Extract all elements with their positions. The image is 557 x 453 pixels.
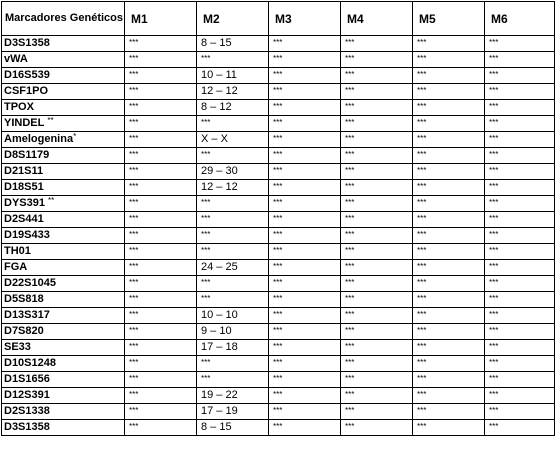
value-cell-m4: *** [341,292,413,308]
value-cell-m4: *** [341,84,413,100]
value-cell-m2: 10 – 10 [197,308,269,324]
marker-name: TPOX [4,101,34,113]
value-cell-m3: *** [269,100,341,116]
table-row [2,228,555,244]
marker-cell [2,116,125,132]
marker-name: vWA [4,53,28,65]
value-cell-m1: *** [125,420,197,436]
value-cell-m4: *** [341,244,413,260]
value-cell-m5: *** [413,260,485,276]
value-cell-m3: *** [269,212,341,228]
value-cell-m6: *** [485,196,555,212]
value-cell-m3: *** [269,52,341,68]
table-row [2,420,555,436]
value-cell-m5: *** [413,116,485,132]
value-cell-m6: *** [485,356,555,372]
value-cell-m1: *** [125,356,197,372]
value-cell-m4: *** [341,276,413,292]
value-cell-m4: *** [341,420,413,436]
marker-name: D5S818 [4,293,44,305]
value-cell-m2: 17 – 19 [197,404,269,420]
value-cell-m1: *** [125,116,197,132]
value-cell-m6: *** [485,84,555,100]
value-cell-m6: *** [485,148,555,164]
marker-cell [2,132,125,148]
value-cell-m2: 17 – 18 [197,340,269,356]
table-row [2,340,555,356]
marker-cell [2,212,125,228]
value-cell-m2: 9 – 10 [197,324,269,340]
value-cell-m3: *** [269,244,341,260]
value-cell-m6: *** [485,388,555,404]
value-cell-m4: *** [341,356,413,372]
marker-name: D12S391 [4,389,50,401]
value-cell-m1: *** [125,36,197,52]
value-cell-m5: *** [413,164,485,180]
value-cell-m3: *** [269,68,341,84]
value-cell-m1: *** [125,372,197,388]
value-cell-m4: *** [341,164,413,180]
value-cell-m3: *** [269,340,341,356]
value-cell-m2: 8 – 15 [197,420,269,436]
value-cell-m4: *** [341,148,413,164]
table-row [2,180,555,196]
value-cell-m2: 12 – 12 [197,84,269,100]
header-column-m6: M6 [485,2,555,36]
table-row [2,148,555,164]
marker-name: D10S1248 [4,357,56,369]
value-cell-m6: *** [485,260,555,276]
value-cell-m5: *** [413,404,485,420]
value-cell-m6: *** [485,100,555,116]
value-cell-m3: *** [269,404,341,420]
value-cell-m1: *** [125,388,197,404]
value-cell-m6: *** [485,404,555,420]
value-cell-m1: *** [125,244,197,260]
value-cell-m6: *** [485,372,555,388]
marker-cell [2,228,125,244]
value-cell-m3: *** [269,164,341,180]
value-cell-m6: *** [485,132,555,148]
genetic-markers-table-container [1,1,554,436]
value-cell-m5: *** [413,68,485,84]
value-cell-m5: *** [413,212,485,228]
value-cell-m2: 24 – 25 [197,260,269,276]
marker-name: D3S1358 [4,37,50,49]
value-cell-m4: *** [341,212,413,228]
value-cell-m6: *** [485,68,555,84]
marker-cell [2,308,125,324]
marker-name: TH01 [4,245,31,257]
table-row [2,388,555,404]
table-row [2,68,555,84]
value-cell-m1: *** [125,228,197,244]
value-cell-m2: *** [197,148,269,164]
value-cell-m5: *** [413,36,485,52]
table-row [2,212,555,228]
value-cell-m5: *** [413,292,485,308]
value-cell-m6: *** [485,116,555,132]
value-cell-m3: *** [269,292,341,308]
value-cell-m2: X – X [197,132,269,148]
value-cell-m1: *** [125,196,197,212]
value-cell-m5: *** [413,100,485,116]
header-column-m5: M5 [413,2,485,36]
marker-cell [2,324,125,340]
value-cell-m1: *** [125,164,197,180]
table-row [2,100,555,116]
table-row [2,164,555,180]
value-cell-m4: *** [341,52,413,68]
table-row [2,132,555,148]
marker-name: Amelogenina [4,133,74,145]
value-cell-m5: *** [413,84,485,100]
value-cell-m4: *** [341,260,413,276]
value-cell-m6: *** [485,276,555,292]
marker-cell [2,292,125,308]
marker-name: D2S441 [4,213,44,225]
value-cell-m4: *** [341,116,413,132]
marker-cell [2,340,125,356]
value-cell-m5: *** [413,52,485,68]
value-cell-m3: *** [269,308,341,324]
value-cell-m1: *** [125,52,197,68]
marker-cell [2,420,125,436]
marker-cell [2,388,125,404]
value-cell-m1: *** [125,308,197,324]
value-cell-m4: *** [341,228,413,244]
table-row [2,116,555,132]
value-cell-m4: *** [341,36,413,52]
marker-cell [2,356,125,372]
marker-cell [2,68,125,84]
marker-name: D7S820 [4,325,44,337]
value-cell-m3: *** [269,180,341,196]
value-cell-m5: *** [413,244,485,260]
marker-cell [2,196,125,212]
marker-cell [2,36,125,52]
value-cell-m2: *** [197,244,269,260]
value-cell-m3: *** [269,388,341,404]
value-cell-m1: *** [125,180,197,196]
value-cell-m3: *** [269,196,341,212]
value-cell-m6: *** [485,52,555,68]
marker-footnote-mark: ** [47,116,54,125]
marker-name: D3S1358 [4,421,50,433]
value-cell-m4: *** [341,372,413,388]
table-row [2,84,555,100]
value-cell-m3: *** [269,148,341,164]
value-cell-m5: *** [413,148,485,164]
value-cell-m5: *** [413,276,485,292]
marker-cell [2,84,125,100]
header-column-m2: M2 [197,2,269,36]
marker-name: D1S1656 [4,373,50,385]
marker-cell [2,244,125,260]
marker-cell [2,180,125,196]
marker-name: DYS391 [4,197,45,209]
table-row [2,260,555,276]
value-cell-m3: *** [269,276,341,292]
value-cell-m2: *** [197,196,269,212]
marker-cell [2,148,125,164]
value-cell-m1: *** [125,132,197,148]
value-cell-m6: *** [485,324,555,340]
marker-cell [2,100,125,116]
marker-cell [2,164,125,180]
table-row [2,356,555,372]
table-body [2,36,555,436]
value-cell-m5: *** [413,196,485,212]
table-row [2,276,555,292]
value-cell-m1: *** [125,212,197,228]
value-cell-m4: *** [341,388,413,404]
value-cell-m3: *** [269,356,341,372]
marker-cell [2,52,125,68]
value-cell-m3: *** [269,84,341,100]
genetic-markers-table [1,1,555,436]
value-cell-m5: *** [413,356,485,372]
value-cell-m4: *** [341,100,413,116]
value-cell-m2: *** [197,228,269,244]
value-cell-m2: *** [197,212,269,228]
value-cell-m6: *** [485,244,555,260]
table-row [2,52,555,68]
marker-footnote-mark: ** [47,196,55,205]
header-column-m4: M4 [341,2,413,36]
value-cell-m1: *** [125,100,197,116]
marker-name: D2S1338 [4,405,50,417]
value-cell-m4: *** [341,68,413,84]
marker-name: FGA [4,261,28,273]
table-row [2,196,555,212]
table-row [2,36,555,52]
marker-name: D13S317 [4,309,50,321]
table-row [2,244,555,260]
value-cell-m5: *** [413,388,485,404]
table-row [2,324,555,340]
header-marker-label: Marcadores Genéticos [2,2,125,36]
value-cell-m5: *** [413,228,485,244]
value-cell-m6: *** [485,164,555,180]
value-cell-m6: *** [485,36,555,52]
value-cell-m3: *** [269,116,341,132]
value-cell-m3: *** [269,132,341,148]
value-cell-m3: *** [269,324,341,340]
header-column-m3: M3 [269,2,341,36]
value-cell-m1: *** [125,324,197,340]
value-cell-m2: *** [197,116,269,132]
marker-cell [2,404,125,420]
value-cell-m3: *** [269,372,341,388]
value-cell-m6: *** [485,212,555,228]
marker-cell [2,276,125,292]
value-cell-m2: *** [197,52,269,68]
marker-name: D8S1179 [4,149,50,161]
value-cell-m6: *** [485,420,555,436]
table-row [2,292,555,308]
value-cell-m2: 8 – 15 [197,36,269,52]
value-cell-m6: *** [485,292,555,308]
marker-cell [2,372,125,388]
value-cell-m5: *** [413,372,485,388]
value-cell-m5: *** [413,340,485,356]
marker-cell [2,260,125,276]
value-cell-m2: 8 – 12 [197,100,269,116]
marker-name: D22S1045 [4,277,56,289]
value-cell-m3: *** [269,36,341,52]
value-cell-m4: *** [341,324,413,340]
value-cell-m1: *** [125,404,197,420]
value-cell-m4: *** [341,340,413,356]
value-cell-m2: 12 – 12 [197,180,269,196]
value-cell-m1: *** [125,260,197,276]
marker-name: CSF1PO [4,85,49,97]
value-cell-m6: *** [485,340,555,356]
value-cell-m3: *** [269,228,341,244]
table-row [2,308,555,324]
value-cell-m1: *** [125,276,197,292]
value-cell-m3: *** [269,420,341,436]
value-cell-m2: *** [197,276,269,292]
marker-name: D18S51 [4,181,44,193]
value-cell-m2: 19 – 22 [197,388,269,404]
value-cell-m5: *** [413,132,485,148]
marker-name: SE33 [4,341,31,353]
value-cell-m5: *** [413,324,485,340]
value-cell-m2: *** [197,356,269,372]
table-row [2,372,555,388]
header-column-m1: M1 [125,2,197,36]
value-cell-m5: *** [413,308,485,324]
value-cell-m4: *** [341,404,413,420]
value-cell-m4: *** [341,132,413,148]
value-cell-m5: *** [413,180,485,196]
value-cell-m2: *** [197,372,269,388]
marker-name: D16S539 [4,69,50,81]
table-row [2,404,555,420]
value-cell-m4: *** [341,180,413,196]
value-cell-m4: *** [341,308,413,324]
value-cell-m6: *** [485,308,555,324]
value-cell-m4: *** [341,196,413,212]
value-cell-m1: *** [125,84,197,100]
value-cell-m2: *** [197,292,269,308]
marker-name: D19S433 [4,229,50,241]
value-cell-m3: *** [269,260,341,276]
value-cell-m2: 29 – 30 [197,164,269,180]
value-cell-m1: *** [125,68,197,84]
value-cell-m6: *** [485,228,555,244]
value-cell-m6: *** [485,180,555,196]
marker-name: D21S11 [4,165,44,177]
marker-footnote-mark: * [73,132,77,141]
value-cell-m5: *** [413,420,485,436]
marker-name: YINDEL [4,117,45,129]
value-cell-m2: 10 – 11 [197,68,269,84]
value-cell-m1: *** [125,292,197,308]
table-header [2,2,555,36]
header-row [2,2,555,36]
value-cell-m1: *** [125,148,197,164]
value-cell-m1: *** [125,340,197,356]
